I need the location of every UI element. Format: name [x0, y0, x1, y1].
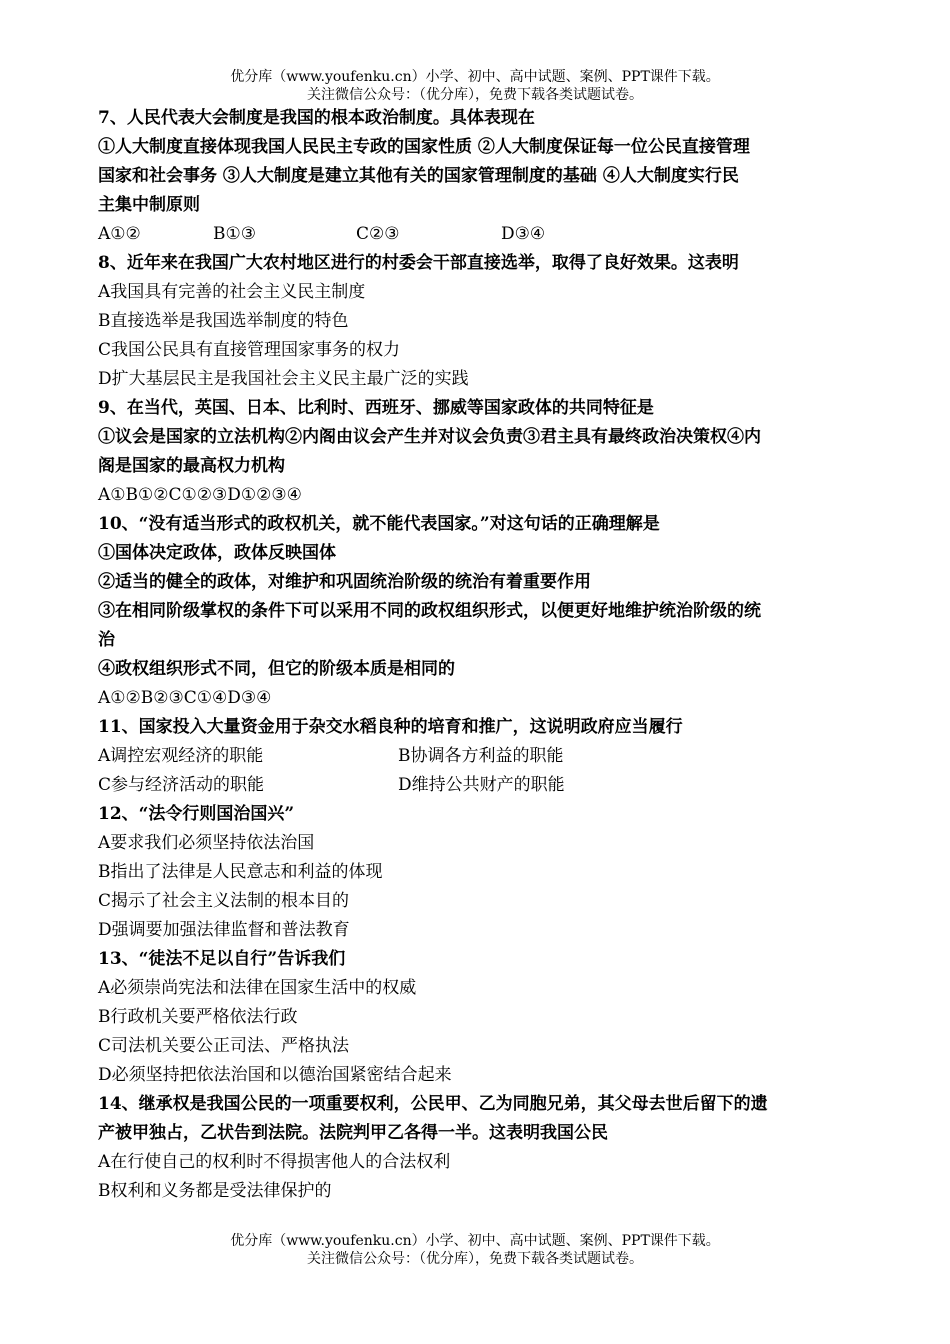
q10-statement-2: ②适当的健全的政体，对维护和巩固统治阶级的统治有着重要作用 [98, 572, 591, 592]
q11-option-a: A调控宏观经济的职能 [98, 746, 264, 766]
q9-stem: 9、在当代，英国、日本、比利时、西班牙、挪威等国家政体的共同特征是 [98, 398, 654, 418]
q7-option-a: A①② [98, 224, 141, 244]
q8-option-a: A我国具有完善的社会主义民主制度 [98, 282, 366, 302]
q7-option-b: B①③ [213, 224, 256, 244]
q12-option-d: D强调要加强法律监督和普法教育 [98, 920, 350, 940]
q10-option-d: D③④ [227, 688, 272, 708]
q10-option-b: B②③ [140, 688, 184, 708]
q10-statement-3: ③在相同阶级掌权的条件下可以采用不同的政权组织形式，以便更好地维护统治阶级的统 [98, 601, 761, 621]
q10-statement-4: ④政权组织形式不同，但它的阶级本质是相同的 [98, 659, 455, 679]
header-line-1: 优分库（www.youfenku.cn）小学、初中、高中试题、案例、PPT课件下载。 [230, 69, 720, 85]
q9-option-d: D①②③④ [227, 485, 302, 505]
q10-option-c: C①④ [183, 688, 228, 708]
q9-statement-line-1: ①议会是国家的立法机构②内阁由议会产生并对议会负责③君主具有最终政治决策权④内 [98, 427, 761, 447]
q8-option-d: D扩大基层民主是我国社会主义民主最广泛的实践 [98, 369, 469, 389]
page-header [0, 68, 950, 104]
q7-statement-line-2: 国家和社会事务 ③人大制度是建立其他有关的国家管理制度的基础 ④人大制度实行民 [98, 166, 739, 186]
q13-option-b: B行政机关要严格依法行政 [98, 1007, 298, 1027]
q9-option-b: B①② [125, 485, 169, 505]
q14-option-b: B权利和义务都是受法律保护的 [98, 1181, 332, 1201]
header-line-2: 关注微信公众号：（优分库），免费下载各类试题试卷。 [307, 87, 643, 103]
exam-body [98, 104, 858, 1206]
q14-stem-line-2: 产被甲独占，乙状告到法院。法院判甲乙各得一半。这表明我国公民 [98, 1123, 608, 1143]
q11-option-b: B协调各方利益的职能 [398, 746, 564, 766]
q10-option-a: A①② [98, 688, 141, 708]
footer-line-2: 关注微信公众号：（优分库），免费下载各类试题试卷。 [307, 1251, 643, 1267]
q9-options [98, 481, 858, 510]
q14-stem-line-1: 14、继承权是我国公民的一项重要权利，公民甲、乙为同胞兄弟，其父母去世后留下的遗 [98, 1094, 768, 1114]
q8-option-b: B直接选举是我国选举制度的特色 [98, 311, 349, 331]
q10-options [98, 684, 858, 713]
q8-option-c: C我国公民具有直接管理国家事务的权力 [98, 340, 401, 360]
q9-option-c: C①②③ [168, 485, 228, 505]
q7-stem: 7、人民代表大会制度是我国的根本政治制度。具体表现在 [98, 108, 535, 128]
q13-option-d: D必须坚持把依法治国和以德治国紧密结合起来 [98, 1065, 452, 1085]
q7-option-d: D③④ [501, 224, 546, 244]
q11-options-row-1 [98, 742, 858, 771]
q7-options [98, 220, 858, 249]
q12-option-b: B指出了法律是人民意志和利益的体现 [98, 862, 383, 882]
q9-statement-line-2: 阁是国家的最高权力机构 [98, 456, 285, 476]
q11-option-c: C参与经济活动的职能 [98, 775, 265, 795]
q10-statement-3-cont: 治 [98, 630, 115, 650]
page-footer [0, 1232, 950, 1268]
q7-statement-line-3: 主集中制原则 [98, 195, 200, 215]
q7-statement-line-1: ①人大制度直接体现我国人民民主专政的国家性质 ②人大制度保证每一位公民直接管理 [98, 137, 750, 157]
q9-option-a: A① [98, 485, 126, 505]
q12-stem: 12、“法令行则国治国兴” [98, 804, 295, 824]
q11-stem: 11、国家投入大量资金用于杂交水稻良种的培育和推广，这说明政府应当履行 [98, 717, 683, 737]
q13-option-c: C司法机关要公正司法、严格执法 [98, 1036, 350, 1056]
q11-option-d: D维持公共财产的职能 [398, 775, 565, 795]
q13-stem: 13、“徒法不足以自行”告诉我们 [98, 949, 346, 969]
q11-options-row-2 [98, 771, 858, 800]
q14-option-a: A在行使自己的权利时不得损害他人的合法权利 [98, 1152, 451, 1172]
q8-stem: 8、近年来在我国广大农村地区进行的村委会干部直接选举，取得了良好效果。这表明 [98, 253, 739, 273]
footer-line-1: 优分库（www.youfenku.cn）小学、初中、高中试题、案例、PPT课件下载。 [230, 1233, 720, 1249]
q13-option-a: A必须崇尚宪法和法律在国家生活中的权威 [98, 978, 417, 998]
q7-option-c: C②③ [356, 224, 400, 244]
q10-stem: 10、“没有适当形式的政权机关，就不能代表国家。”对这句话的正确理解是 [98, 514, 660, 534]
q10-statement-1: ①国体决定政体，政体反映国体 [98, 543, 336, 563]
q12-option-c: C揭示了社会主义法制的根本目的 [98, 891, 350, 911]
q12-option-a: A要求我们必须坚持依法治国 [98, 833, 315, 853]
